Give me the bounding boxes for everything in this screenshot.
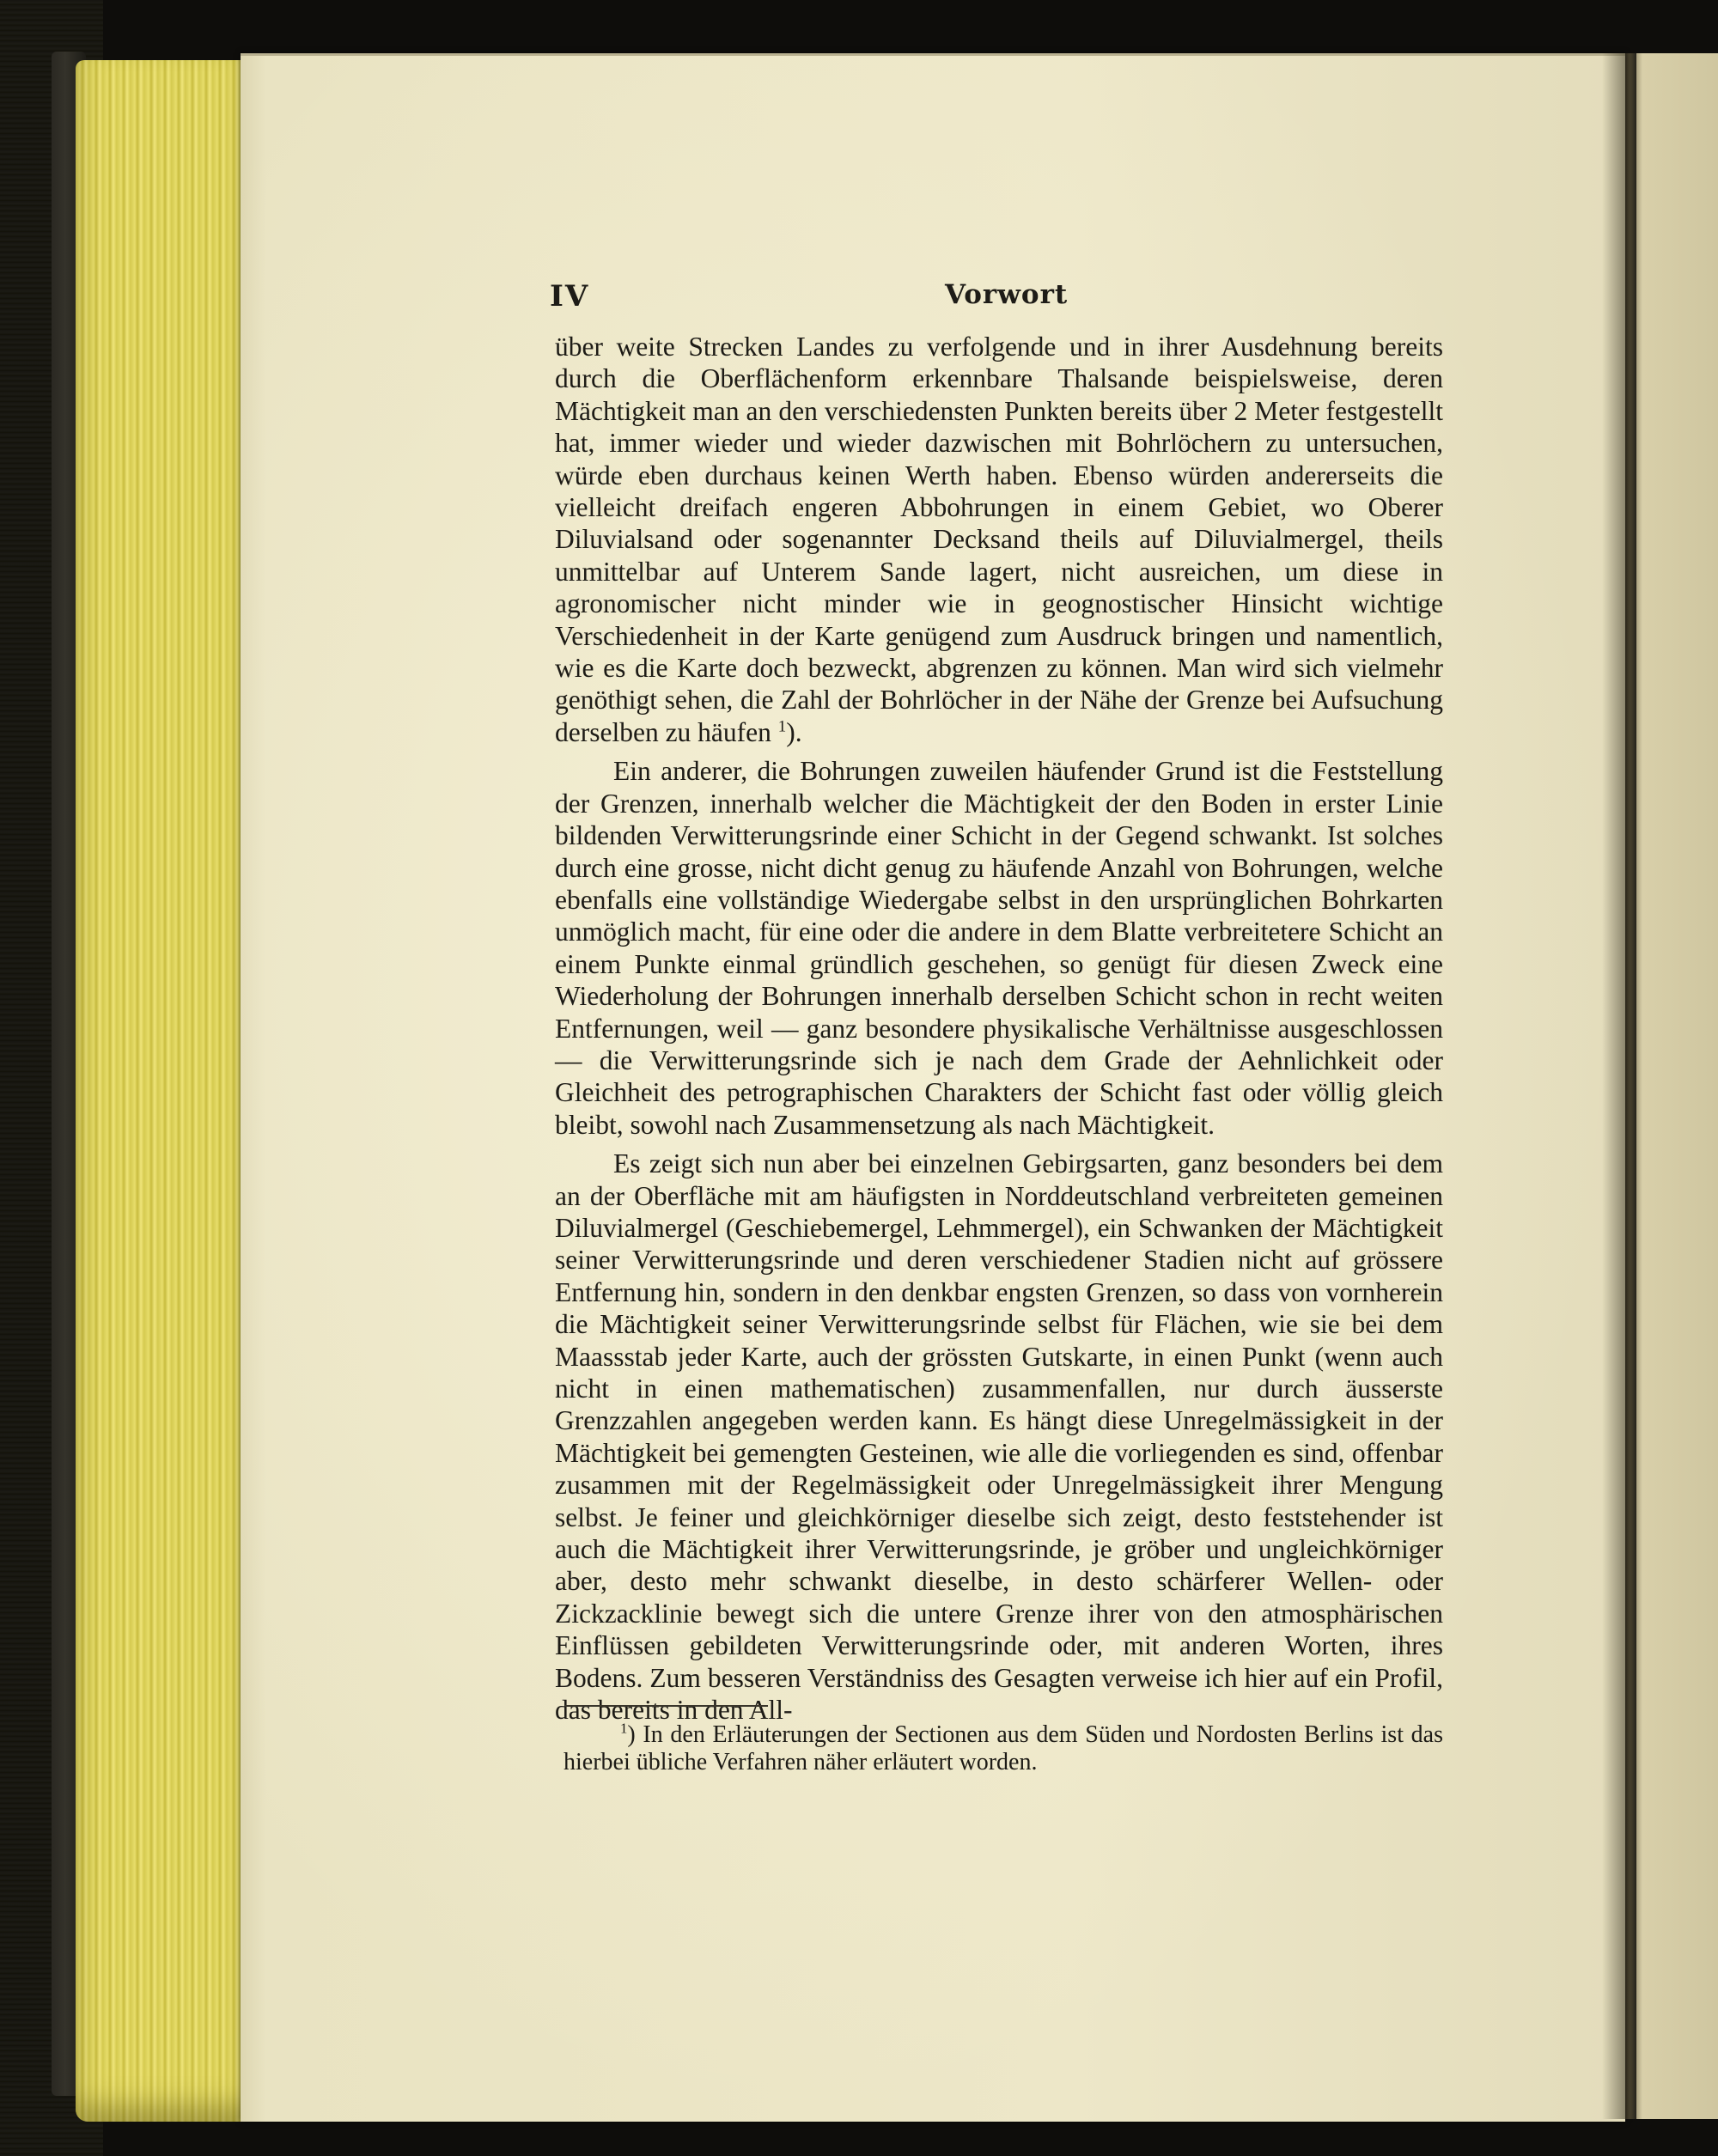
page-edges xyxy=(76,60,252,2122)
gutter-shadow xyxy=(1602,53,1636,2119)
footnote xyxy=(564,1721,1443,1776)
footnote-marker: 1 xyxy=(620,1720,628,1737)
paragraph-text: über weite Strecken Landes zu verfolgende und in ihrer Ausdehnung bereits durch die Oberflächenform erkennbare Thalsande beispielsweise, deren Mächtigkeit man an den verschiedensten Punkten bereits über 2 Meter festgestellt hat, immer wieder und wieder dazwischen mit Bohrlöchern zu untersuchen, würde eben durchaus keinen Werth haben. Ebenso würden andererseits die vielleicht dreifach engeren Abbohrungen in einem Gebiet, wo Oberer Diluvialsand oder sogenannter Decksand theils auf Diluvialmergel, theils unmittelbar auf Unterem Sande lagert, nicht ausreichen, um diese in agronomischer nicht minder wie in geognostischer Hinsicht wichtige Verschiedenheit in der Karte genügend zum Ausdruck bringen und namentlich, wie es die Karte doch bezweckt, abgrenzen zu können. Man wird sich vielmehr genöthigt sehen, die Zahl der Bohrlöcher in der Nähe der Grenze bei Aufsuchung derselben zu häufen xyxy=(555,332,1443,747)
footnote-text: ) In den Erläuterungen der Sectionen aus dem Süden und Nordosten Berlins ist das hierbei übliche Verfahren näher erläutert worden. xyxy=(564,1721,1443,1775)
running-head xyxy=(550,279,1443,314)
body-text xyxy=(555,331,1443,1726)
running-title: Vorwort xyxy=(945,279,1069,310)
paragraph xyxy=(555,331,1443,748)
paragraph: Es zeigt sich nun aber bei einzelnen Gebirgsarten, ganz besonders bei dem an der Oberfläche mit am häufigsten in Norddeutschland verbreiteten gemeinen Diluvialmergel (Geschiebemergel, Lehmmergel), ein Schwanken der Mächtigkeit seiner Verwitterungsrinde und deren verschiedener Stadien nicht auf grössere Entfernung hin, sondern in den denkbar engsten Grenzen, so dass von vornherein die Mächtigkeit seiner Verwitterungsrinde selbst für Flächen, wie sie bei dem Maassstab jeder Karte, auch der grössten Gutskarte, in einen Punkt (wenn auch nicht in einen mathematischen) zusammenfallen, nur durch äusserste Grenzzahlen angegeben werden kann. Es hängt diese Unregelmässigkeit in der Mächtigkeit bei gemengten Gesteinen, wie alle die vorliegenden es sind, offenbar zusammen mit der Regelmässigkeit oder Unregelmässigkeit ihrer Mengung selbst. Je feiner und gleichkörniger dieselbe sich zeigt, desto feststehender ist auch die Mächtigkeit ihrer Verwitterungsrinde, je gröber und ungleichkörniger aber, desto mehr schwankt dieselbe, in desto schärferer Wellen- oder Zickzacklinie bewegt sich die untere Grenze ihrer von den atmosphärischen Einflüssen gebildeten Verwitterungsrinde oder, mit anderen Worten, ihres Bodens. Zum besseren Verständniss des Gesagten verweise ich hier auf ein Profil, das bereits in den All- xyxy=(555,1148,1443,1726)
paragraph-end: ). xyxy=(786,716,802,747)
facing-page-edge xyxy=(1625,53,1718,2119)
paragraph: Ein anderer, die Bohrungen zuweilen häufender Grund ist die Feststellung der Grenzen, innerhalb welcher die Mächtigkeit der den Boden in erster Linie bildenden Verwitterungsrinde einer Schicht in der Gegend schwankt. Ist solches durch eine grosse, nicht dicht genug zu häufende Anzahl von Bohrungen, welche ebenfalls eine vollständige Wiedergabe selbst in den ursprünglichen Bohrkarten unmöglich macht, für eine oder die andere in dem Blatte verbreitetere Schicht an einem Punkte einmal gründlich geschehen, so genügt für diesen Zweck eine Wiederholung der Bohrungen innerhalb derselben Schicht schon in recht weiten Entfernungen, weil — ganz besondere physikalische Verhältnisse ausgeschlossen — die Verwitterungsrinde sich je nach dem Grade der Aehnlichkeit oder Gleichheit des petrographischen Charakters der Schicht fast oder völlig gleich bleibt, sowohl nach Zusammensetzung als nach Mächtigkeit. xyxy=(555,756,1443,1140)
footnote-divider xyxy=(565,1705,768,1707)
footnote-reference: 1 xyxy=(777,717,787,736)
page-number: IV xyxy=(550,279,590,314)
